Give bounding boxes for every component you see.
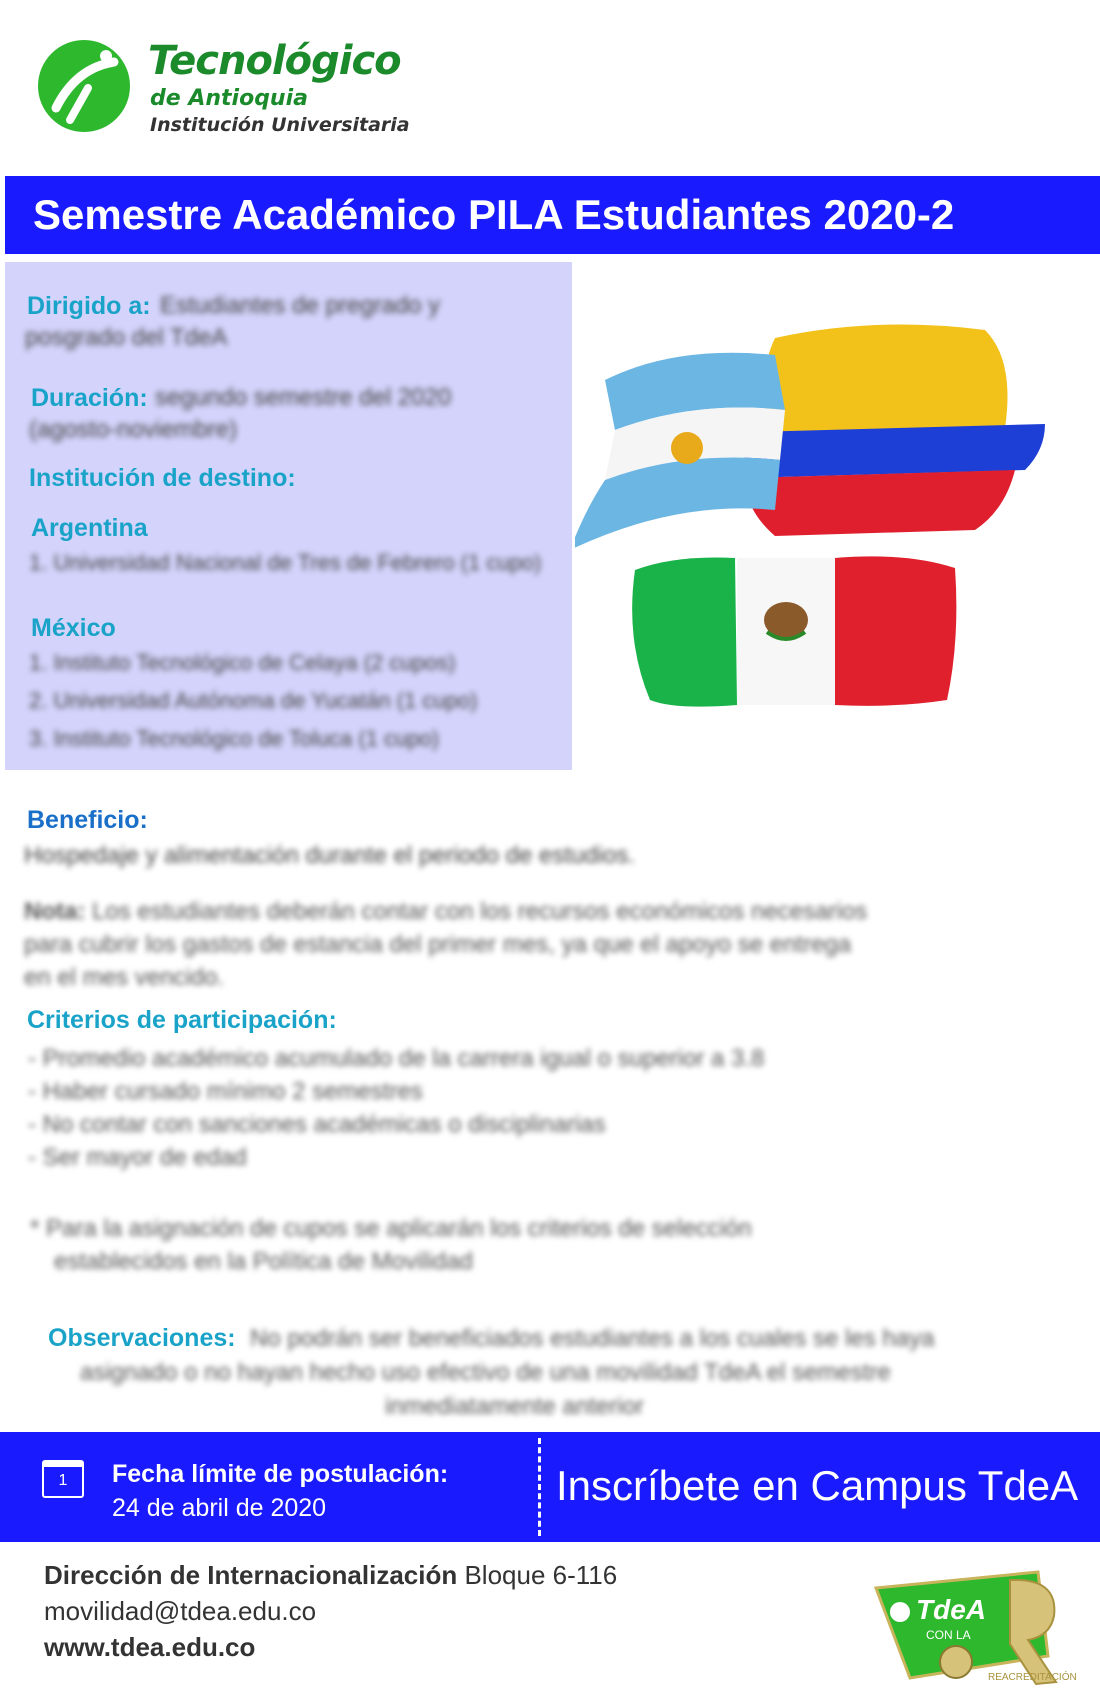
calendar-icon (42, 1460, 84, 1498)
accreditation-con-la: CON LA (926, 1628, 971, 1642)
logo-subtitle: de Antioquia (150, 86, 308, 111)
argentina-flag-icon (575, 353, 785, 550)
argentina-label: Argentina (31, 514, 148, 542)
page-title: Semestre Académico PILA Estudiantes 2020-2 (33, 191, 955, 238)
criterio-item: - Haber cursado mínimo 2 semestres (28, 1078, 423, 1105)
beneficio-label: Beneficio: (27, 806, 148, 834)
observaciones-line-2: asignado o no hayan hecho uso efectivo de una movilidad TdeA el semestre (80, 1359, 891, 1386)
department-location: Bloque 6-116 (457, 1560, 618, 1590)
nota-line-2: para cubrir los gastos de estancia del primer mes, ya que el apoyo se entrega (24, 931, 852, 958)
observaciones-line-3: inmediatamente anterior (385, 1393, 644, 1420)
calendar-day: 1 (58, 1472, 68, 1489)
accreditation-brand: TdeA (916, 1594, 986, 1625)
deadline-bar (0, 1432, 1100, 1542)
logo-title: Tecnológico (148, 38, 401, 84)
deadline-date: 24 de abril de 2020 (112, 1494, 327, 1522)
argentina-item: 1. Universidad Nacional de Tres de Febrero (1 cupo) (29, 550, 542, 575)
nota-label: Nota: (24, 898, 86, 925)
criterios-note-line-2: establecidos en la Política de Movilidad (54, 1248, 473, 1275)
register-campus-link[interactable]: Inscríbete en Campus TdeA (556, 1462, 1079, 1509)
criterios-list (28, 1042, 764, 1174)
institution-logo (36, 36, 476, 146)
observaciones-line-1: No podrán ser beneficiados estudiantes a los cuales se les haya (250, 1325, 935, 1352)
mexico-label: México (31, 614, 116, 642)
contact-department (44, 1560, 617, 1591)
flags-illustration (575, 320, 1095, 720)
colombia-flag-icon (744, 325, 1045, 536)
criterios-note (30, 1212, 752, 1278)
dirigido-label: Dirigido a: (27, 292, 151, 320)
duracion-label: Duración: (31, 384, 148, 412)
criterio-item: - Promedio académico acumulado de la carrera igual o superior a 3.8 (28, 1045, 765, 1072)
beneficio-value: Hospedaje y alimentación durante el periodo de estudios. (24, 842, 636, 869)
logo-subtitle-institution: Institución Universitaria (150, 114, 410, 136)
dashed-divider (538, 1438, 541, 1536)
criterio-item: - No contar con sanciones académicas o disciplinarias (28, 1111, 606, 1138)
nota-line-1: Los estudiantes deberán contar con los recursos económicos necesarios (92, 898, 868, 925)
mexico-item-2: 2. Universidad Autónoma de Yucatán (1 cupo) (29, 688, 478, 713)
department-name: Dirección de Internacionalización (44, 1560, 458, 1590)
destino-label: Institución de destino: (29, 464, 296, 492)
contact-email-link[interactable]: movilidad@tdea.edu.co (44, 1596, 317, 1626)
dirigido-value-2: posgrado del TdeA (25, 324, 228, 351)
accreditation-sub: REACREDITACIÓN (988, 1672, 1077, 1683)
mexico-item-1: 1. Instituto Tecnológico de Celaya (2 cupos) (29, 650, 456, 675)
observaciones-label: Observaciones: (48, 1324, 236, 1352)
dirigido-value: Estudiantes de pregrado y (160, 292, 441, 319)
info-panel (5, 262, 572, 770)
website-link[interactable]: www.tdea.edu.co (44, 1632, 256, 1662)
accreditation-badge (870, 1560, 1077, 1688)
criterio-item: - Ser mayor de edad (28, 1144, 247, 1171)
nota-paragraph (24, 895, 1084, 994)
duracion-value: segundo semestre del 2020 (155, 384, 452, 411)
duracion-value-2: (agosto-noviembre) (29, 416, 238, 443)
title-banner (5, 176, 1100, 254)
mexico-item-3: 3. Instituto Tecnológico de Toluca (1 cupo) (29, 726, 440, 751)
runner-logo-icon (36, 38, 132, 134)
criterios-label: Criterios de participación: (27, 1006, 337, 1034)
nota-line-3: en el mes vencido. (24, 964, 225, 991)
mexico-flag-icon (632, 556, 956, 706)
deadline-label: Fecha límite de postulación: (112, 1460, 449, 1488)
criterios-note-line-1: * Para la asignación de cupos se aplicarán los criterios de selección (30, 1215, 752, 1242)
